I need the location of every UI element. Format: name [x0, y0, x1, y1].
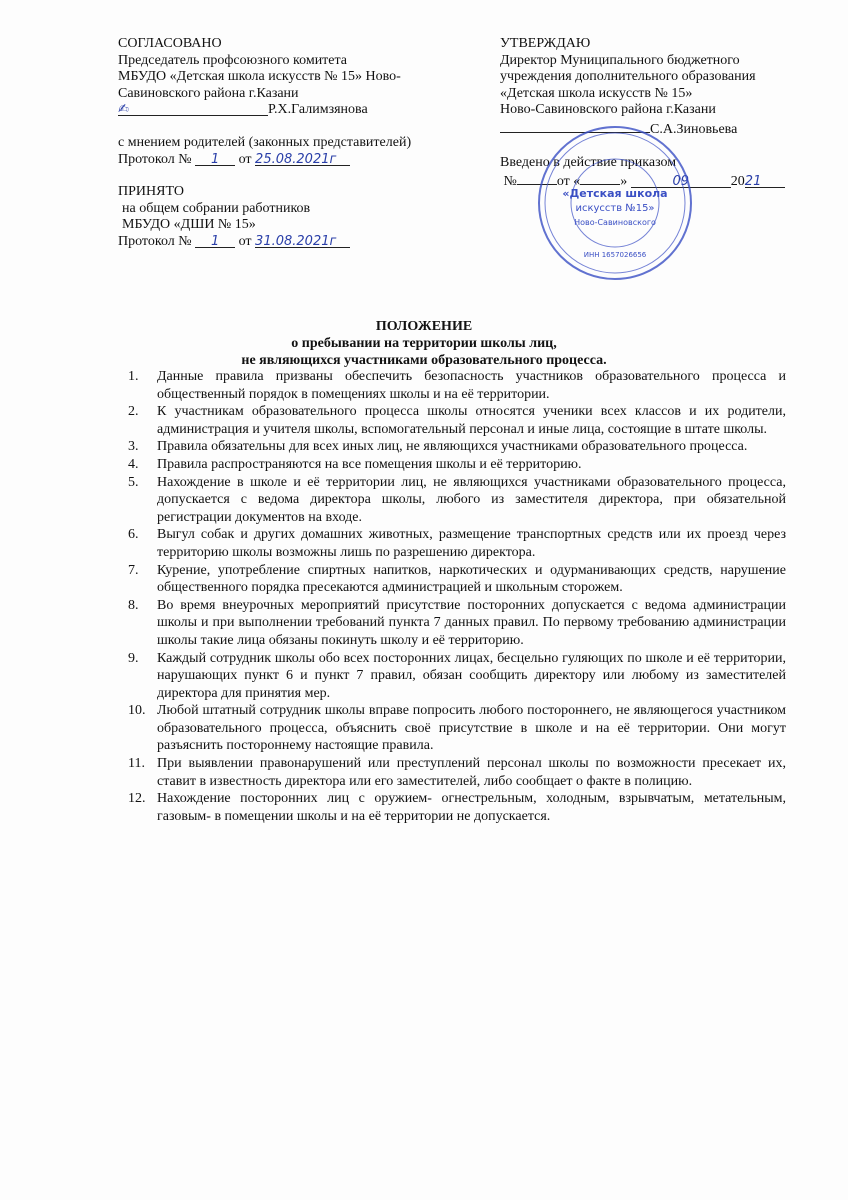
approval-block-left [118, 36, 478, 251]
rule-number: 5. [128, 474, 139, 490]
label: 20 [730, 174, 745, 190]
rule-item [128, 790, 786, 825]
rule-text: Каждый сотрудник школы обо всех посторонних лицах, бесцельно гуляющих по школе и её территории, нарушающих пункт 6 и пункт 7 правил, обязан сообщить директору или любому из заместителей директора для принятия мер. [157, 650, 786, 701]
rule-text: Курение, употребление спиртных напитков, наркотических и одурманивающих средств, нарушение общественного порядка пресекаются администрацией и школьным сторожем. [157, 562, 786, 596]
order-month: 09 [631, 174, 731, 188]
protocol-number: 1 [195, 234, 235, 248]
svg-text:ИНН 1657026656: ИНН 1657026656 [583, 251, 647, 259]
signature-line [118, 102, 478, 119]
rule-item [128, 403, 786, 438]
protocol-line [118, 234, 478, 251]
approve-heading: УТВЕРЖДАЮ [500, 36, 591, 51]
text-line: Директор Муниципального бюджетного [500, 52, 740, 68]
rule-number: 4. [128, 456, 139, 472]
rule-item [128, 456, 786, 474]
title-sub: не являющихся участниками образовательного процесса. [241, 353, 607, 368]
rule-text: Данные правила призваны обеспечить безопасность участников образовательного процесса и общественный порядок в помещениях школы и на её территории. [157, 369, 786, 402]
rule-text: Во время внеурочных мероприятий присутствие посторонних допускается с ведома администрации школы и при выполнении требований пункта 7 данных правил. По первому требованию администрации школы такие лица обязаны покинуть школу и её территорию. [157, 597, 786, 648]
text-line: с мнением родителей (законных представителей) [118, 134, 412, 150]
text-line: МБУДО «ДШИ № 15» [122, 217, 256, 233]
svg-text:искусств №15»: искусств №15» [575, 203, 655, 214]
rule-text: Правила обязательны для всех иных лиц, не являющихся участниками образовательного процесса. [157, 439, 748, 455]
rule-item [128, 562, 786, 597]
rule-text: Правила распространяются на все помещения школы и её территорию. [157, 456, 582, 472]
official-seal [535, 123, 695, 283]
rule-text: Выгул собак и других домашних животных, размещение транспортных средств или их проезд через территорию школы возможны лишь по разрешению директора. [157, 527, 786, 560]
text-line: Председатель профсоюзного комитета [118, 52, 348, 68]
label: от [238, 233, 252, 249]
text-line: учреждения дополнительного образования [500, 69, 756, 85]
text-line: Савиновского района г.Казани [118, 85, 299, 101]
agreed-heading: СОГЛАСОВАНО [118, 36, 222, 51]
document-title [0, 318, 848, 369]
text-line: на общем собрании работников [122, 200, 311, 216]
title-main: ПОЛОЖЕНИЕ [375, 319, 473, 334]
rule-item [128, 755, 786, 790]
rule-text: Нахождение посторонних лиц с оружием- огнестрельным, холодным, взрывчатым, метательным, газовым- в помещении школы и на её территории не допускается. [157, 791, 786, 824]
text-line: «Детская школа искусств № 15» [500, 85, 693, 101]
protocol-line [118, 152, 478, 169]
text-line: Ново-Савиновского района г.Казани [500, 102, 716, 118]
label: от [238, 151, 252, 167]
rule-number: 1. [128, 369, 139, 384]
label: Протокол № [118, 151, 192, 167]
rule-number: 9. [128, 650, 139, 666]
text-line: Введено в действие приказом [500, 154, 677, 170]
rule-number: 2. [128, 404, 139, 420]
protocol-number: 1 [195, 152, 235, 166]
text-line: МБУДО «Детская школа искусств № 15» Ново- [118, 69, 401, 85]
protocol-date: 25.08.2021г [255, 152, 350, 166]
rule-item [128, 368, 786, 403]
rule-number: 7. [128, 562, 139, 578]
rule-item [128, 597, 786, 650]
accepted-heading: ПРИНЯТО [118, 184, 184, 200]
rule-text: К участникам образовательного процесса школы относятся ученики всех классов и их родители, администрация и учителя школы, вспомогательный персонал и иные лица, состоящие в штате школы. [157, 404, 786, 437]
rule-text: Любой штатный сотрудник школы вправе попросить любого постороннего, не являющегося участником образовательного процесса, объяснить своё присутствие в школе и на её территории. Они могут разъяснить постороннему настоящие правила. [157, 703, 786, 754]
svg-text:Ново-Савиновского: Ново-Савиновского [574, 218, 656, 227]
rule-number: 8. [128, 597, 139, 613]
rule-number: 12. [128, 791, 146, 807]
rule-item [128, 702, 786, 755]
label: от « [556, 174, 581, 190]
rule-text: Нахождение в школе и её территории лиц, не являющихся участниками образовательного процесса, допускается с ведома директора школы, любого из заместителя директора, при обязательной регистрации документов на входе. [157, 474, 786, 525]
protocol-date: 31.08.2021г [255, 234, 350, 248]
signer-name: С.А.Зиновьева [650, 121, 738, 137]
rule-text: При выявлении правонарушений или преступлений персонал школы по возможности пресекает их, ставит в известность директора или его заместителей, либо сообщает о факте в полицию. [157, 756, 786, 789]
label: № [503, 174, 517, 190]
rule-number: 6. [128, 527, 139, 543]
label: » [620, 174, 628, 190]
svg-text:«Детская школа: «Детская школа [562, 187, 668, 200]
signer-name: Р.Х.Галимзянова [268, 102, 368, 118]
rules-list [128, 368, 786, 825]
rule-number: 3. [128, 439, 139, 455]
rule-item [128, 526, 786, 561]
rule-item [128, 474, 786, 527]
title-sub: о пребывании на территории школы лиц, [291, 336, 557, 351]
rule-number: 10. [128, 703, 146, 719]
rule-number: 11. [128, 756, 145, 772]
order-year: 21 [745, 174, 785, 188]
rule-item [128, 438, 786, 456]
label: Протокол № [118, 233, 192, 249]
rule-item [128, 650, 786, 703]
signature: ✍ [118, 102, 129, 118]
